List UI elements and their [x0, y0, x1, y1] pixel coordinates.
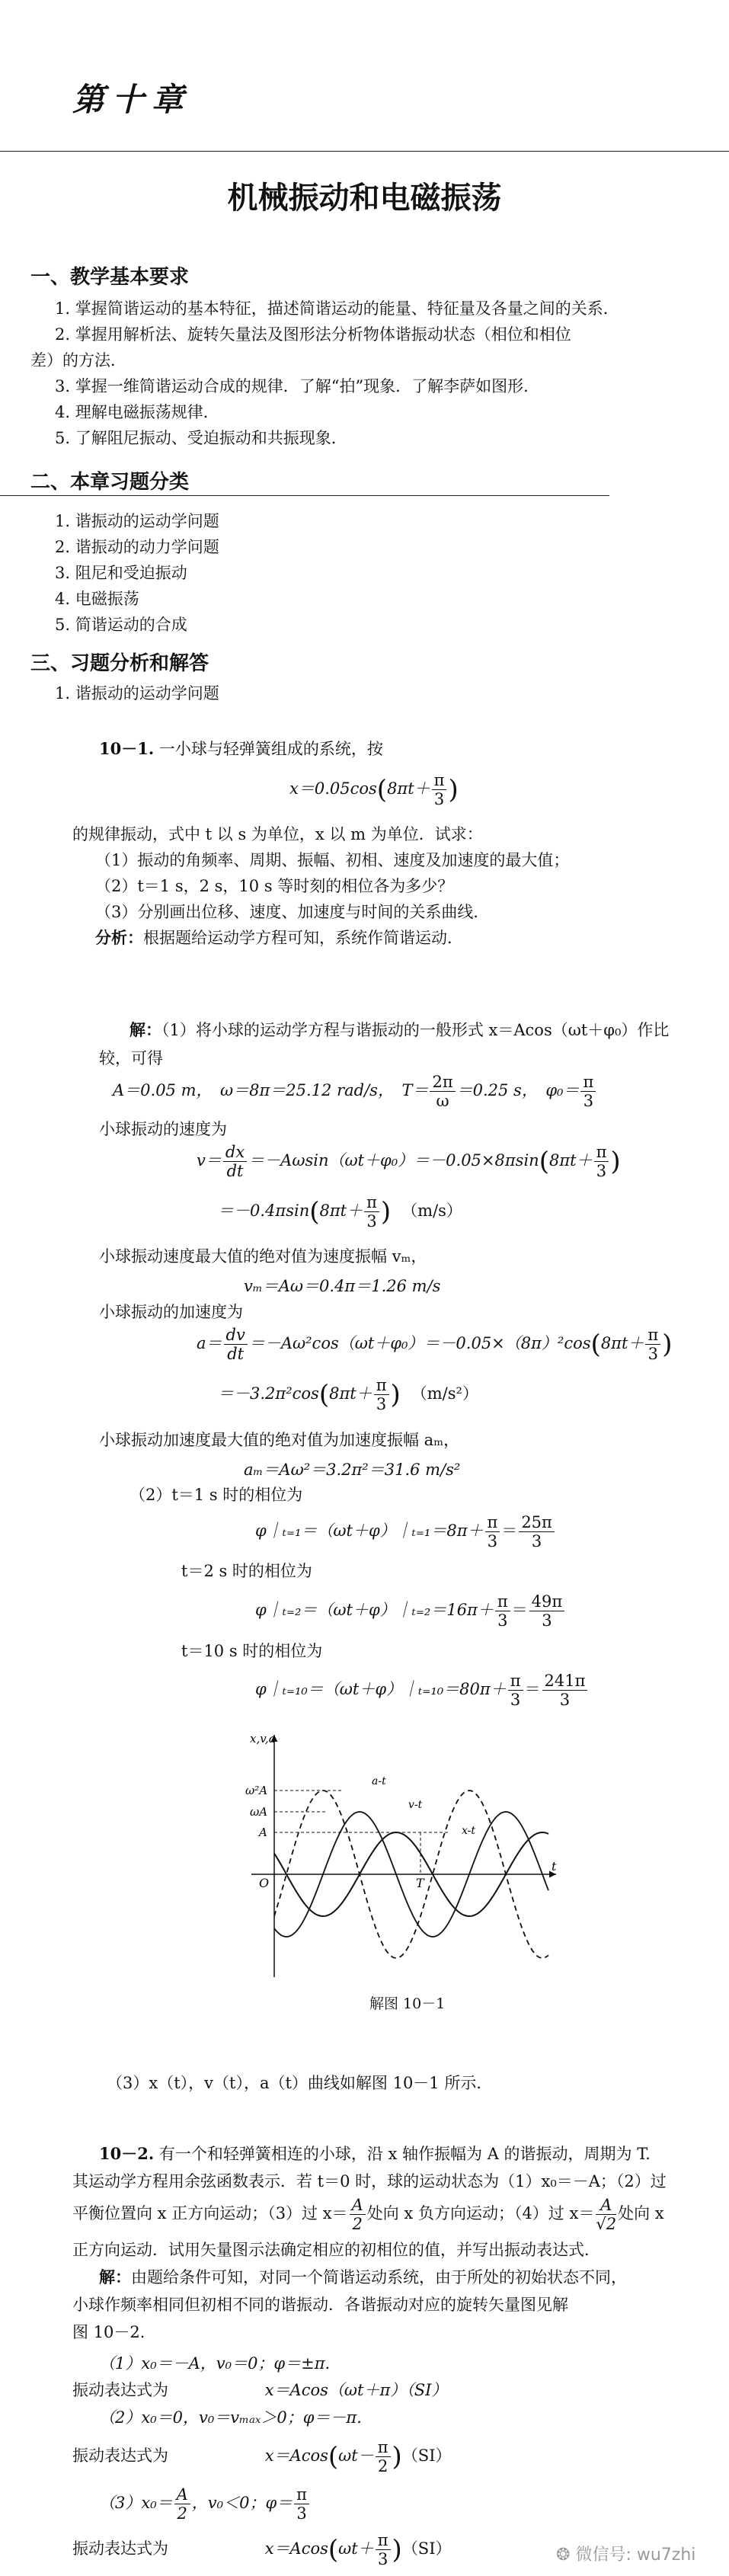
list-item: 3. 掌握一维简谐运动合成的规律．了解“拍”现象．了解李萨如图形． [55, 377, 540, 395]
period-label: T [416, 1876, 424, 1890]
solution-label: 解： [129, 1020, 161, 1039]
legend-x-t: x-t [462, 1825, 476, 1837]
wechat-icon: ❂ [556, 2546, 571, 2565]
acceleration-title: 小球振动的加速度为 [99, 1303, 243, 1321]
y-axis-label: x,v,a [250, 1732, 276, 1746]
case-2: （2）x₀＝0，v₀＝vₘₐₓ＞0；φ＝－π. [99, 2408, 362, 2427]
eq-text: 8πt＋ [387, 779, 430, 798]
section-3-heading: 三、习题分析和解答 [30, 652, 209, 675]
amax-equation: aₘ＝Aω²＝3.2π²＝31.6 m/s² [244, 1461, 461, 1479]
tick-label: ω²A [245, 1784, 268, 1797]
problem-text: 一小球与轻弹簧组成的系统，按 [158, 740, 383, 758]
figure-10-1 [244, 1726, 564, 1985]
velocity-equation-2: ＝－0.4πsin(8πt＋ $\frac{\pi}{3}$ ) （m/s） [218, 1193, 462, 1230]
chapter-title: 机械振动和电磁振荡 [227, 180, 502, 216]
case-3-expr: 振动表达式为 x＝Acos(ωt＋ $\frac{\pi}{3}$ )（SI） [72, 2531, 452, 2568]
tick-label: ωA [250, 1805, 268, 1819]
t2-label: t＝2 s 时的相位为 [181, 1562, 312, 1580]
problem-10-1-intro [99, 736, 383, 762]
solution-text: 图 10－2. [72, 2323, 145, 2341]
list-item: 差）的方法． [30, 351, 126, 370]
chapter-label: 第十章 [72, 81, 192, 118]
analysis-text: 根据题给运动学方程可知，系统作简谐运动． [143, 929, 463, 947]
solution-10-1-start [129, 1017, 716, 1043]
solution-part-3: （3）x（t），v（t），a（t）曲线如解图 10－1 所示． [107, 2074, 493, 2092]
origin-label: O [259, 1876, 270, 1890]
question: （3）分别画出位移、速度、加速度与时间的关系曲线． [95, 903, 490, 921]
chapter-rule [0, 151, 729, 152]
case-2-expr: 振动表达式为 x＝Acos(ωt－ $\frac{\pi}{2}$ )（SI） [72, 2438, 452, 2475]
problem-10-2-line2: 其运动学方程用余弦函数表示．若 t＝0 时，球的运动状态为（1）x₀＝－A；（2）过 [72, 2172, 667, 2190]
phase-t1: φ｜ₜ₌₁＝（ωt＋φ）｜ₜ₌₁＝8π＋ $\frac{\pi}{3}$ ＝ $\frac{25\pi}{3}$ [255, 1513, 556, 1550]
list-item: 1. 谐振动的运动学问题 [55, 512, 219, 530]
analysis-label: 分析： [95, 928, 143, 947]
wechat-watermark: ❂ 微信号: wu7zhi [556, 2546, 696, 2565]
legend-v-t: v-t [408, 1799, 423, 1811]
solution-10-2: 解：由题给条件可知，对同一个简谐运动系统，由于所处的初始状态不同， [99, 2267, 627, 2286]
eq-text: x＝0.05cos [289, 779, 377, 798]
legend-a-t: a-t [372, 1775, 386, 1787]
equation-motion: x＝0.05cos(8πt＋ $\frac{\pi}{3}$ ) [289, 771, 459, 808]
section-1-list [30, 296, 710, 451]
t10-label: t＝10 s 时的相位为 [181, 1642, 323, 1660]
problem-text: 的规律振动，式中 t 以 s 为单位，x 以 m 为单位．试求： [72, 825, 483, 843]
acceleration-equation-2: ＝－3.2π²cos(8πt＋ $\frac{\pi}{3}$ ) （m/s²） [218, 1376, 478, 1413]
vmax-equation: vₘ＝Aω＝0.4π＝1.26 m/s [244, 1277, 441, 1295]
case-3: （3）x₀＝ $\frac{A}{2}$ ，v₀＜0；φ＝ $\frac{\pi}{3}$ [99, 2485, 311, 2523]
amax-title: 小球振动加速度最大值的绝对值为加速度振幅 aₘ， [99, 1431, 460, 1449]
vmax-title: 小球振动速度最大值的绝对值为速度振幅 vₘ， [99, 1247, 427, 1266]
params-equation: A＝0.05 m， ω＝8π＝25.12 rad/s， T＝ $\frac{2\pi}{\omega}$ ＝0.25 s， φ₀＝ $\frac{\pi}{3}$ [113, 1073, 597, 1110]
list-item: 5. 简谐运动的合成 [55, 616, 187, 634]
solution-part-2: （2）t＝1 s 时的相位为 [129, 1486, 303, 1504]
list-item: 1. 掌握简谐运动的基本特征，描述简谐运动的能量、特征量及各量之间的关系． [55, 299, 619, 318]
acceleration-equation-1: a＝ $\frac{dv}{dt}$ ＝－Aω²cos（ωt＋φ₀）＝－0.05×（8π）²cos(8πt＋ $\frac{\pi}{3}$ ) [197, 1326, 673, 1363]
problem-label: 10－1. [99, 739, 155, 758]
solution-text: 小球作频率相同但初相不同的谐振动．各谐振动对应的旋转矢量图见解 [72, 2296, 568, 2314]
phase-t10: φ｜ₜ₌₁₀＝（ωt＋φ）｜ₜ₌₁₀＝80π＋ $\frac{\pi}{3}$ ＝ $\frac{241\pi}{3}$ [255, 1672, 589, 1709]
t-axis-label: t [552, 1859, 557, 1874]
velocity-equation-1: v＝ $\frac{dx}{dt}$ ＝－Aωsin（ωt＋φ₀）＝－0.05×8πsin(8πt＋ $\frac{\pi}{3}$ ) [197, 1143, 621, 1180]
question: （2）t＝1 s，2 s，10 s 等时刻的相位各为多少？ [95, 877, 454, 895]
section-2-heading: 二、本章习题分类 [30, 471, 190, 494]
problem-10-2-line1: 10－2. 有一个和轻弹簧相连的小球，沿 x 轴作振幅为 A 的谐振动，周期为 T. [99, 2144, 651, 2163]
list-item: 5. 了解阻尼振动、受迫振动和共振现象． [55, 429, 347, 447]
problem-10-2-line4: 正方向运动．试用矢量图示法确定相应的初相位的值，并写出振动表达式． [72, 2241, 600, 2259]
case-1: （1）x₀＝－A，v₀＝0；φ＝±π. [99, 2354, 331, 2373]
phase-t2: φ｜ₜ₌₂＝（ωt＋φ）｜ₜ₌₂＝16π＋ $\frac{\pi}{3}$ ＝ $\frac{49\pi}{3}$ [255, 1592, 566, 1630]
list-item: 2. 谐振动的动力学问题 [55, 538, 219, 556]
solution-text: 较，可得 [99, 1049, 163, 1067]
list-item: 3. 阻尼和受迫振动 [55, 564, 187, 582]
section-1-heading: 一、教学基本要求 [30, 266, 190, 289]
solution-text: （1）将小球的运动学方程与谐振动的一般形式 x＝Acos（ωt＋φ₀）作比 [161, 1021, 670, 1039]
fraction: $\frac{\pi}{3}$ [432, 771, 447, 808]
velocity-title: 小球振动的速度为 [99, 1120, 227, 1138]
tick-label: A [259, 1826, 267, 1839]
list-item: 2. 掌握用解析法、旋转矢量法及图形法分析物体谐振动状态（相位和相位 [55, 325, 571, 344]
list-item: 4. 电磁振荡 [55, 590, 139, 608]
section-2-list [55, 508, 588, 638]
problem-label: 10－2. [99, 2144, 155, 2163]
problem-10-2-line3: 平衡位置向 x 正方向运动；（3）过 x＝ $\frac{A}{2}$ 处向 x 负方向运动；（4）过 x＝ $\frac{A}{√2}$ 处向 x [72, 2196, 664, 2233]
case-1-expr: 振动表达式为 x＝Acos（ωt＋π）（SI） [72, 2381, 448, 2399]
question: （1）振动的角频率、周期、振幅、初相、速度及加速度的最大值； [95, 851, 570, 869]
figure-10-1-caption: 解图 10－1 [369, 1995, 446, 2012]
list-item: 4. 理解电磁振荡规律． [55, 403, 219, 421]
section-3-sub: 1. 谐振动的运动学问题 [55, 684, 219, 702]
section-2-rule [0, 495, 609, 496]
problem-10-1-questions [72, 821, 712, 951]
